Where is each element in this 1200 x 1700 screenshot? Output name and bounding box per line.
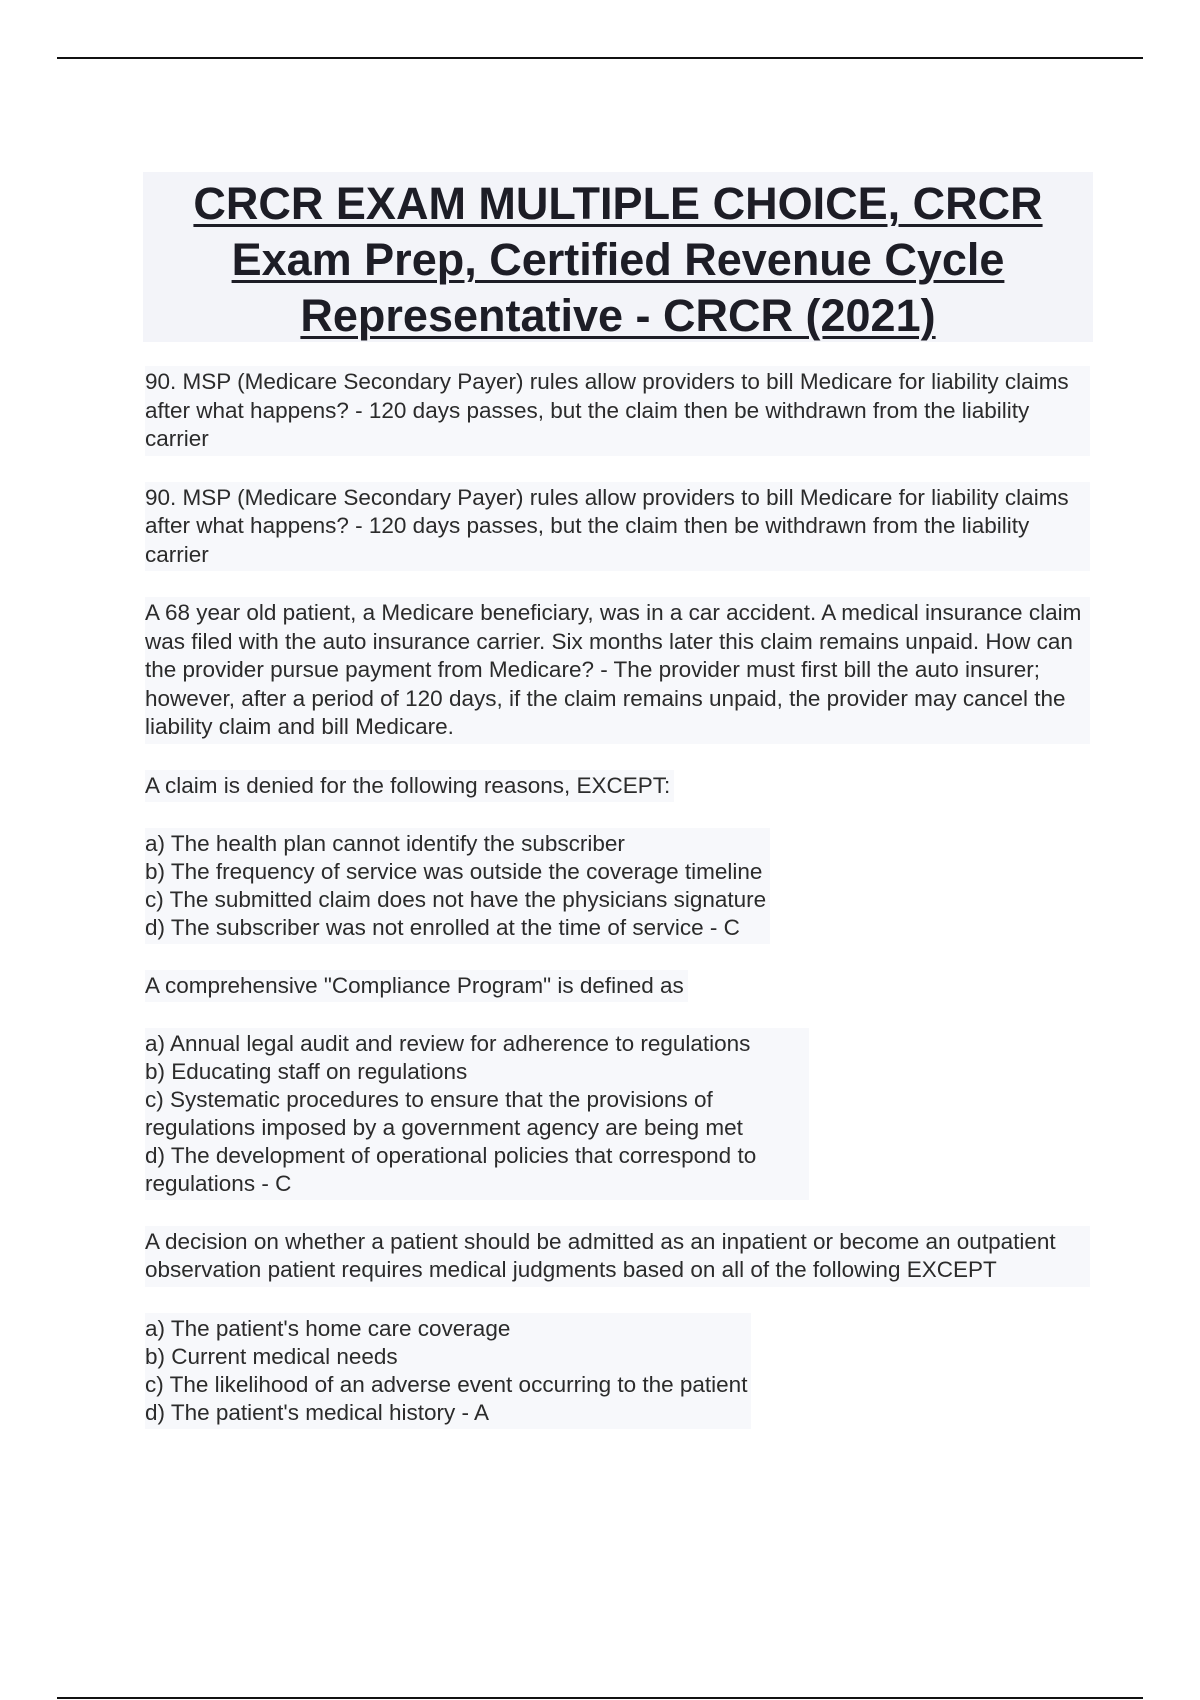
qa-item	[145, 597, 1090, 744]
mcq-options	[145, 1028, 809, 1200]
qa-text: 90. MSP (Medicare Secondary Payer) rules allow providers to bill Medicare for liability claims after what happens? - 120 days passes, but the claim then be withdrawn from the liability carrier	[145, 484, 1069, 567]
mcq-question: A comprehensive "Compliance Program" is defined as	[145, 970, 688, 1002]
qa-text: 90. MSP (Medicare Secondary Payer) rules allow providers to bill Medicare for liability claims after what happens? - 120 days passes, but the claim then be withdrawn from the liability carrier	[145, 369, 1069, 451]
mcq-option: b) Educating staff on regulations	[145, 1058, 468, 1084]
mcq-option: a) Annual legal audit and review for adherence to regulations	[145, 1030, 751, 1056]
mcq-option: b) The frequency of service was outside the coverage timeline	[145, 858, 763, 884]
mcq-option: c) Systematic procedures to ensure that the provisions of regulations imposed by a government agency are being met	[145, 1086, 743, 1140]
mcq-option: c) The likelihood of an adverse event occurring to the patient	[145, 1371, 748, 1397]
mcq-option: a) The health plan cannot identify the subscriber	[145, 830, 625, 856]
bottom-rule	[57, 1697, 1143, 1699]
document-body	[145, 366, 1090, 1455]
mcq-option: b) Current medical needs	[145, 1343, 398, 1369]
qa-item	[145, 366, 1090, 456]
mcq-option: c) The submitted claim does not have the physicians signature	[145, 886, 767, 912]
mcq-question: A claim is denied for the following reasons, EXCEPT:	[145, 770, 674, 802]
document-title: CRCR EXAM MULTIPLE CHOICE, CRCR Exam Prep, Certified Revenue Cycle Representative - CRCR (2021)	[193, 178, 1043, 341]
mcq-options	[145, 1313, 751, 1429]
mcq-question: A decision on whether a patient should be admitted as an inpatient or become an outpatient observation patient requires medical judgments based on all of the following EXCEPT	[145, 1228, 1056, 1282]
mcq-option: d) The patient's medical history - A	[145, 1399, 490, 1425]
mcq-question-block	[145, 1226, 1090, 1287]
mcq-option: d) The development of operational policies that correspond to regulations - C	[145, 1142, 757, 1196]
title-banner	[143, 172, 1093, 342]
mcq-option: a) The patient's home care coverage	[145, 1315, 511, 1341]
top-rule	[57, 57, 1143, 59]
qa-item	[145, 482, 1090, 572]
mcq-option: d) The subscriber was not enrolled at the time of service - C	[145, 914, 740, 940]
qa-text: A 68 year old patient, a Medicare beneficiary, was in a car accident. A medical insurance claim was filed with the auto insurance carrier. Six months later this claim remains unpaid. How can the provider pursue payment from Medicare? - The provider must first bill the auto insurer; however, after a period of 120 days, if the claim remains unpaid, the provider may cancel the liability claim and bill Medicare.	[145, 600, 1082, 739]
mcq-options	[145, 828, 770, 944]
